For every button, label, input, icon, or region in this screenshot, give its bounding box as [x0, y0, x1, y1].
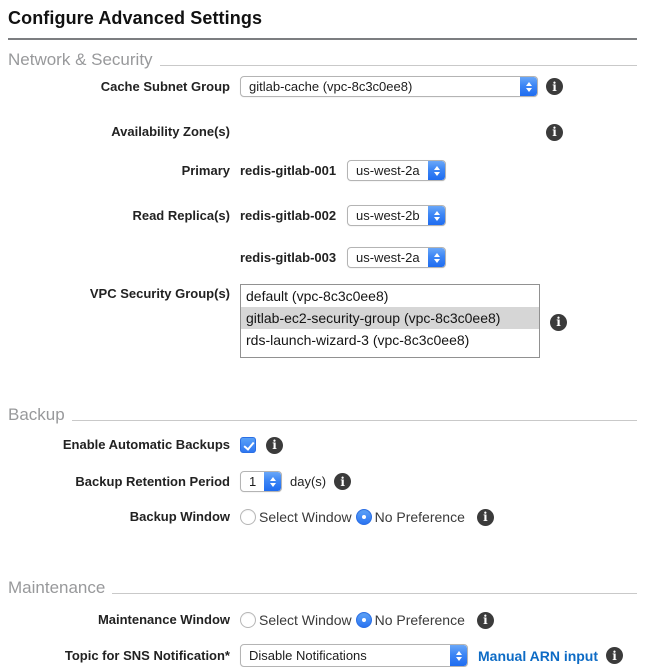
backup-window-select-window-radio[interactable] [240, 509, 256, 525]
page-title: Configure Advanced Settings [8, 8, 263, 28]
info-icon[interactable]: i [266, 437, 283, 454]
sns-topic-value: Disable Notifications [249, 648, 367, 663]
cache-subnet-group-select[interactable] [240, 76, 538, 97]
enable-automatic-backups-label: Enable Automatic Backups [62, 437, 230, 452]
primary-node-row [8, 160, 637, 181]
cache-subnet-group-value: gitlab-cache (vpc-8c3c0ee8) [249, 79, 413, 94]
availability-zones-label: Availability Zone(s) [111, 124, 230, 139]
enable-automatic-backups-checkbox[interactable] [240, 437, 256, 453]
read-replicas-label: Read Replica(s) [132, 207, 230, 223]
select-stepper-icon [264, 472, 281, 491]
sns-topic-row [8, 644, 637, 667]
select-stepper-icon [428, 161, 445, 180]
section-heading-label: Backup [8, 405, 65, 424]
maintenance-window-no-preference-radio[interactable] [356, 612, 372, 628]
replica-2-az-select[interactable] [347, 247, 446, 268]
info-icon[interactable]: i [550, 314, 567, 331]
list-item-selected[interactable]: gitlab-ec2-security-group (vpc-8c3c0ee8) [241, 307, 539, 329]
radio-option-label[interactable]: Select Window [259, 509, 352, 525]
info-icon[interactable]: i [477, 509, 494, 526]
section-heading-label: Network & Security [8, 50, 153, 69]
select-stepper-icon [428, 248, 445, 267]
primary-node-name: redis-gitlab-001 [240, 163, 337, 178]
primary-az-value: us-west-2a [356, 163, 420, 178]
primary-label: Primary [181, 162, 230, 178]
maintenance-window-select-window-radio[interactable] [240, 612, 256, 628]
backup-window-row [8, 507, 637, 527]
list-item[interactable]: rds-launch-wizard-3 (vpc-8c3c0ee8) [246, 332, 470, 348]
replica-node-name: redis-gitlab-002 [240, 208, 337, 223]
section-heading-backup [8, 405, 637, 425]
sns-topic-label: Topic for SNS Notification* [64, 647, 230, 663]
list-item[interactable]: default (vpc-8c3c0ee8) [246, 288, 389, 304]
vpc-security-groups-listbox[interactable] [240, 284, 540, 358]
read-replica-row-2 [8, 247, 637, 268]
backup-retention-period-label: Backup Retention Period [75, 473, 230, 489]
radio-option-label[interactable]: No Preference [374, 509, 465, 525]
availability-zones-row [8, 122, 637, 142]
backup-retention-period-select[interactable] [240, 471, 282, 492]
vpc-security-groups-label: VPC Security Group(s) [89, 286, 230, 301]
maintenance-window-row [8, 610, 637, 630]
section-heading-rule [112, 593, 637, 594]
enable-automatic-backups-row [8, 435, 637, 455]
maintenance-window-label: Maintenance Window [97, 612, 230, 627]
replica-1-az-select[interactable] [347, 205, 446, 226]
sns-topic-select[interactable] [240, 644, 468, 667]
retention-period-suffix: day(s) [290, 474, 327, 489]
section-heading-rule [160, 65, 637, 66]
cache-subnet-group-label: Cache Subnet Group [100, 78, 230, 94]
replica-2-az-value: us-west-2a [356, 250, 420, 265]
info-icon[interactable]: i [546, 78, 563, 95]
select-stepper-icon [428, 206, 445, 225]
section-heading-maintenance [8, 578, 637, 598]
backup-window-label: Backup Window [129, 509, 230, 524]
backup-retention-period-row [8, 471, 637, 492]
radio-option-label[interactable]: Select Window [259, 612, 352, 628]
backup-window-no-preference-radio[interactable] [356, 509, 372, 525]
cache-subnet-group-row [8, 76, 637, 97]
backup-retention-period-value: 1 [249, 474, 257, 489]
manual-arn-input-link[interactable]: Manual ARN input [478, 647, 599, 664]
section-heading-label: Maintenance [8, 578, 106, 597]
section-heading-network-security [8, 50, 637, 70]
info-icon[interactable]: i [606, 647, 623, 664]
title-divider [8, 38, 637, 40]
read-replica-row-1 [8, 205, 637, 226]
section-heading-rule [72, 420, 637, 421]
info-icon[interactable]: i [334, 473, 351, 490]
replica-1-az-value: us-west-2b [356, 208, 420, 223]
vpc-security-groups-row [8, 284, 637, 358]
select-stepper-icon [520, 77, 537, 96]
info-icon[interactable]: i [477, 612, 494, 629]
info-icon[interactable]: i [546, 124, 563, 141]
radio-option-label[interactable]: No Preference [374, 612, 465, 628]
primary-az-select[interactable] [347, 160, 446, 181]
replica-node-name: redis-gitlab-003 [240, 250, 337, 265]
